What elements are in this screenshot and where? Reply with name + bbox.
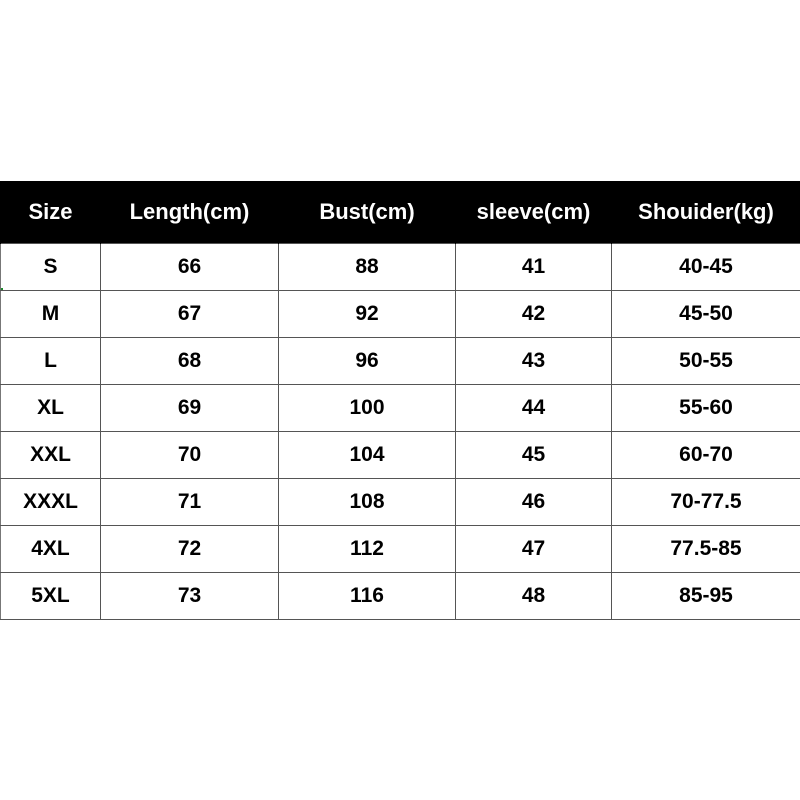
cell-sleeve: 48 [456,573,612,620]
cell-size: 5XL [1,573,101,620]
table-row [1,479,800,526]
cell-bust: 100 [279,385,456,432]
table-row [1,244,800,291]
cell-length: 68 [101,338,279,385]
cell-sleeve: 44 [456,385,612,432]
cell-length: 72 [101,526,279,573]
cell-shoulder: 45-50 [612,291,800,338]
header-sleeve: sleeve(cm) [456,181,612,244]
cell-size: XL [1,385,101,432]
header-shoulder: Shouider(kg) [612,181,800,244]
header-length: Length(cm) [101,181,279,244]
table-row [1,573,800,620]
cell-size: M [1,291,101,338]
cell-sleeve: 47 [456,526,612,573]
table-row [1,291,800,338]
size-chart-table [0,181,800,620]
cell-sleeve: 42 [456,291,612,338]
cell-size: XXL [1,432,101,479]
cell-length: 66 [101,244,279,291]
header-row [1,181,800,244]
size-chart-body [1,244,800,620]
header-bust: Bust(cm) [279,181,456,244]
cell-bust: 116 [279,573,456,620]
cell-bust: 108 [279,479,456,526]
cell-shoulder: 40-45 [612,244,800,291]
table-row [1,338,800,385]
cell-bust: 96 [279,338,456,385]
table-row [1,526,800,573]
table-row [1,432,800,479]
cell-shoulder: 77.5-85 [612,526,800,573]
cell-shoulder: 85-95 [612,573,800,620]
cell-length: 69 [101,385,279,432]
cell-size: XXXL [1,479,101,526]
size-chart-header [1,181,800,244]
cell-sleeve: 46 [456,479,612,526]
cell-length: 71 [101,479,279,526]
cell-shoulder: 60-70 [612,432,800,479]
cell-bust: 112 [279,526,456,573]
cell-size: 4XL [1,526,101,573]
cell-bust: 104 [279,432,456,479]
cell-size: L [1,338,101,385]
cell-bust: 92 [279,291,456,338]
cell-length: 70 [101,432,279,479]
cell-sleeve: 45 [456,432,612,479]
cell-shoulder: 55-60 [612,385,800,432]
cell-bust: 88 [279,244,456,291]
cell-size: S [1,244,101,291]
cell-sleeve: 41 [456,244,612,291]
cell-length: 73 [101,573,279,620]
cell-sleeve: 43 [456,338,612,385]
cell-shoulder: 50-55 [612,338,800,385]
header-size: Size [1,181,101,244]
cell-shoulder: 70-77.5 [612,479,800,526]
table-row [1,385,800,432]
cell-length: 67 [101,291,279,338]
